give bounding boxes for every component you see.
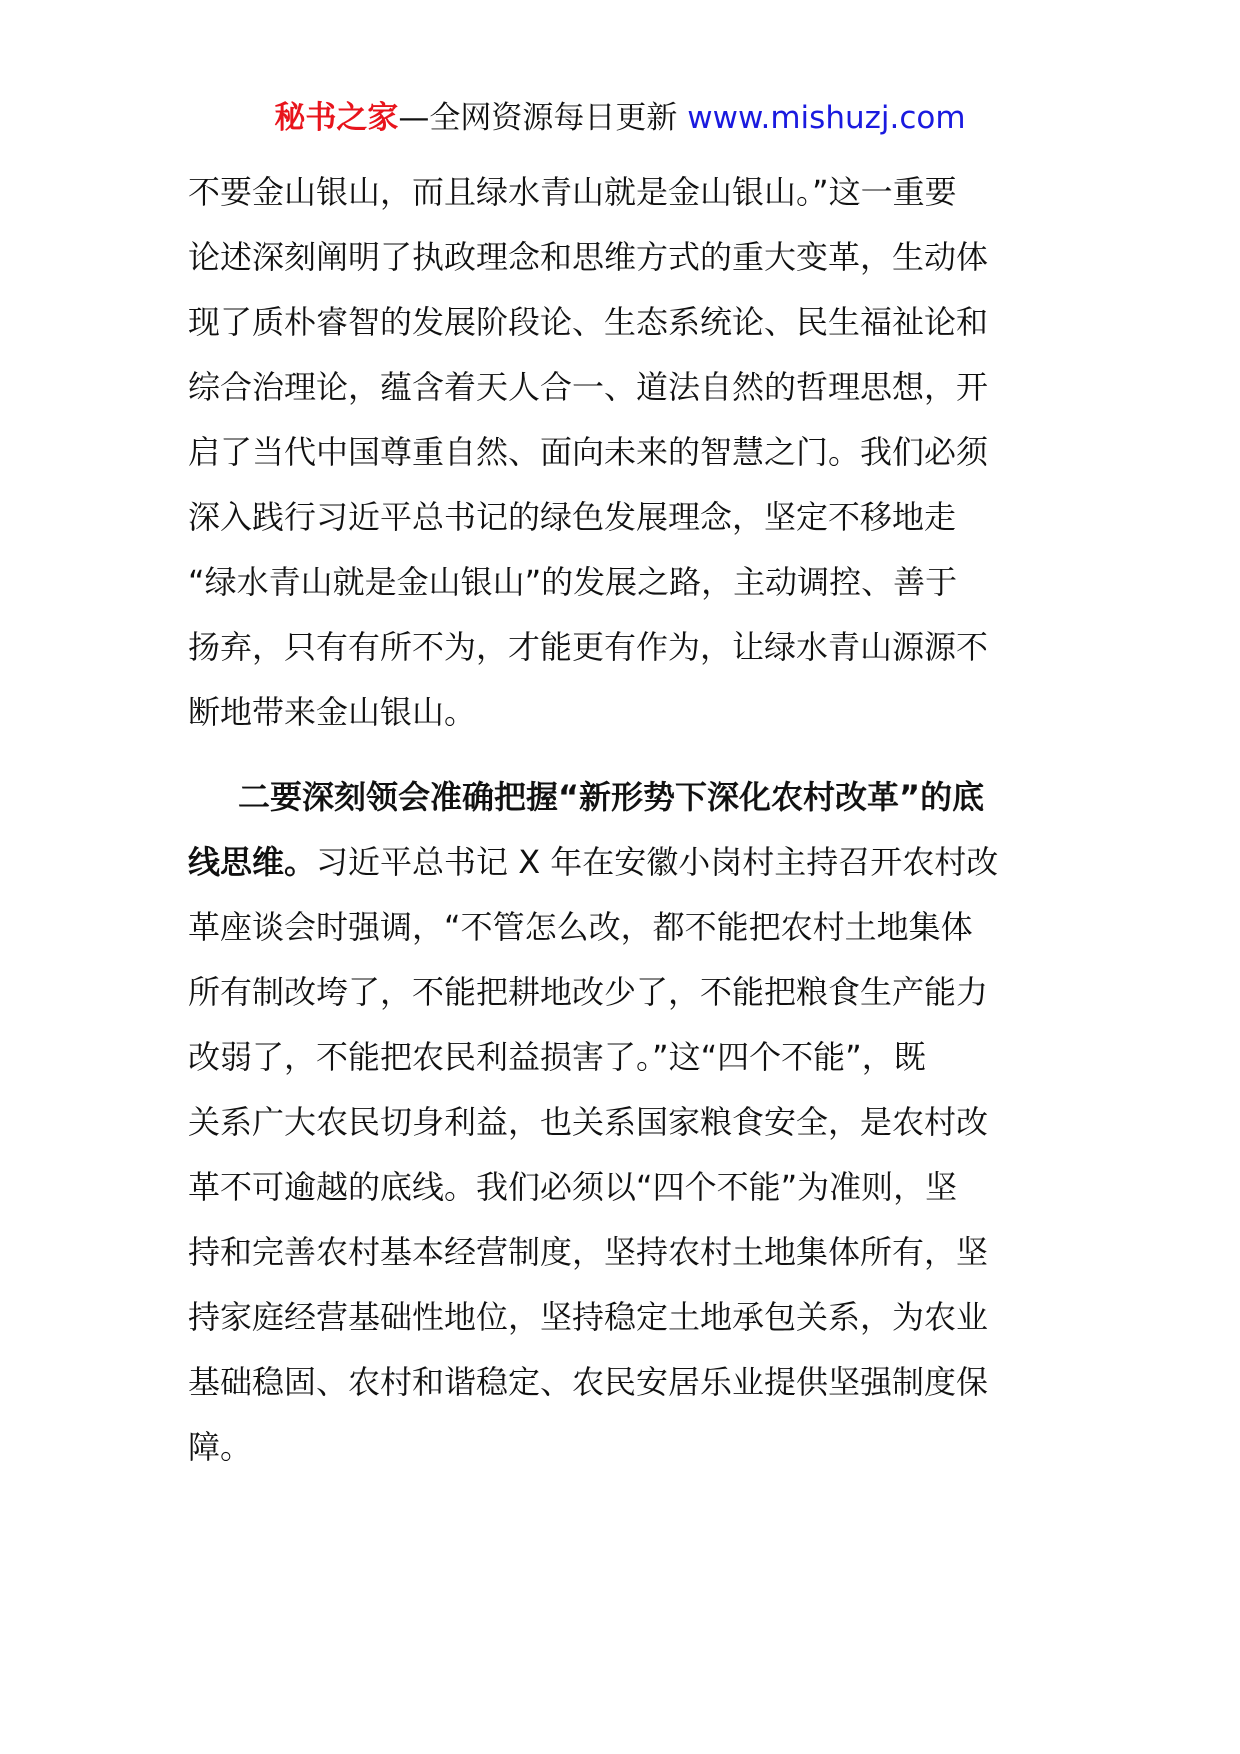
text-line: 持家庭经营基础性地位，坚持稳定土地承包关系，为农业: [188, 1298, 989, 1336]
text-line: 基础稳固、农村和谐稳定、农民安居乐业提供坚强制度保: [188, 1363, 989, 1401]
text-line: 改弱了，不能把农民利益损害了。”这“四个不能”，既: [188, 1038, 926, 1076]
text-line: “绿水青山就是金山银山”的发展之路，主动调控、善于: [188, 563, 958, 601]
text-line: 论述深刻阐明了执政理念和思维方式的重大变革，生动体: [188, 238, 989, 276]
document-body: [188, 160, 1058, 1480]
site-url-link[interactable]: www.mishuzj.com: [687, 100, 966, 136]
paragraph-two: [188, 765, 1058, 1480]
text-line: 革座谈会时强调，“不管怎么改，都不能把农村土地集体: [188, 908, 973, 946]
text-line: 现了质朴睿智的发展阶段论、生态系统论、民生福祉论和: [188, 303, 989, 341]
text-line: 关系广大农民切身利益，也关系国家粮食安全，是农村改: [188, 1103, 989, 1141]
text-line: 所有制改垮了，不能把耕地改少了，不能把粮食生产能力: [188, 973, 989, 1011]
site-header: [0, 96, 1240, 140]
text-line: 革不可逾越的底线。我们必须以“四个不能”为准则，坚: [188, 1168, 958, 1206]
section-heading-end: 线思维。: [188, 843, 317, 881]
paragraph-continuation: [188, 160, 1058, 745]
text-line: 持和完善农村基本经营制度，坚持农村土地集体所有，坚: [188, 1233, 989, 1271]
paragraph-spacer: [188, 745, 1058, 765]
text-line: 综合治理论，蕴含着天人合一、道法自然的哲理思想，开: [188, 368, 989, 406]
text-line-rest: 习近平总书记 X 年在安徽小岗村主持召开农村改: [316, 843, 999, 881]
text-line: 深入践行习近平总书记的绿色发展理念，坚定不移地走: [188, 498, 957, 536]
text-line: 扬弃，只有有所不为，才能更有作为，让绿水青山源源不: [188, 628, 989, 666]
header-tagline: —全网资源每日更新: [398, 100, 688, 136]
text-line: 障。: [188, 1428, 253, 1466]
brand-name: 秘书之家: [274, 100, 399, 136]
text-line: 不要金山银山，而且绿水青山就是金山银山。”这一重要: [188, 173, 957, 211]
text-line: 断地带来金山银山。: [188, 693, 477, 731]
text-line: 启了当代中国尊重自然、面向未来的智慧之门。我们必须: [188, 433, 989, 471]
text-line: [188, 830, 1058, 895]
section-heading: 二要深刻领会准确把握“新形势下深化农村改革”的底: [238, 778, 985, 816]
